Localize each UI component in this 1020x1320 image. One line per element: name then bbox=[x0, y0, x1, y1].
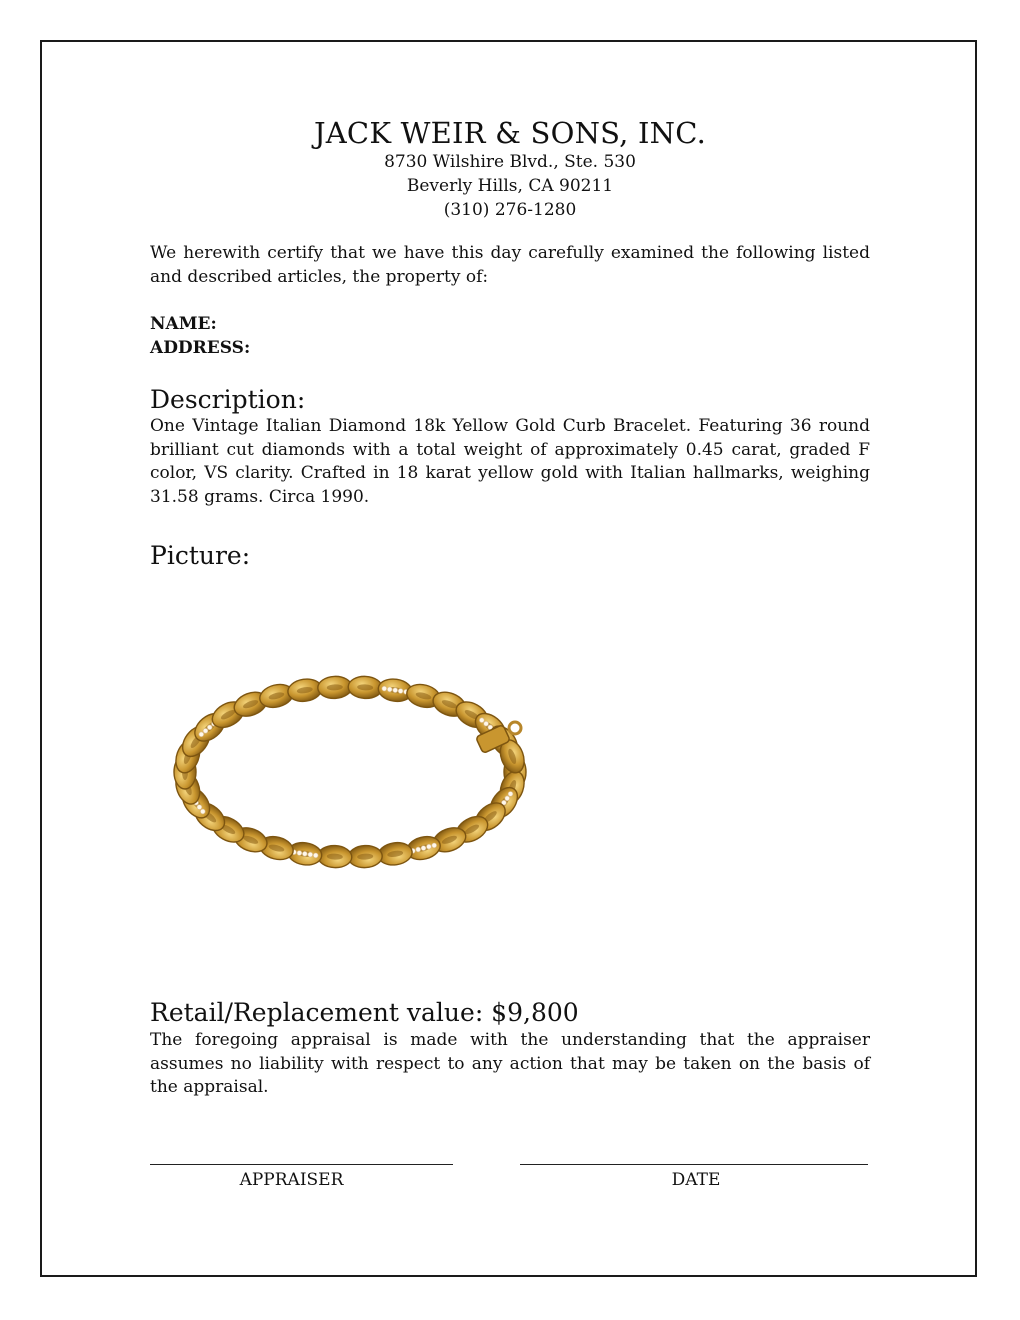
diamond-accent bbox=[200, 809, 205, 814]
diamond-accent bbox=[199, 732, 204, 737]
diamond-accent bbox=[427, 844, 432, 849]
description-heading: Description: bbox=[150, 385, 306, 414]
disclaimer-text: The foregoing appraisal is made with the understanding that the appraiser assumes no liability with respect to any action that may be taken on the basis of the appraisal. bbox=[150, 1030, 870, 1097]
appraiser-signature-line bbox=[150, 1164, 453, 1165]
picture-heading: Picture: bbox=[150, 541, 251, 570]
diamond-accent bbox=[479, 718, 484, 723]
diamond-accent bbox=[416, 847, 421, 852]
diamond-accent bbox=[484, 721, 489, 726]
date-label: DATE bbox=[671, 1170, 721, 1190]
diamond-accent bbox=[398, 689, 403, 694]
diamond-accent bbox=[508, 792, 513, 797]
date-signature-line bbox=[520, 1164, 868, 1165]
diamond-accent bbox=[421, 846, 426, 851]
diamond-accent bbox=[505, 796, 510, 801]
diamond-accent bbox=[297, 851, 302, 856]
diamond-accent bbox=[308, 852, 313, 857]
description-text: One Vintage Italian Diamond 18k Yellow Gold Curb Bracelet. Featuring 36 round brilliant cut diamonds with a total weight of approximately 0.45 carat, graded F color, VS clarity. Crafted in 18 karat yellow gold with Italian hallmarks, weighing 31.58 grams. Circa 1990. bbox=[150, 416, 870, 507]
company-name: JACK WEIR & SONS, INC. bbox=[313, 116, 707, 150]
company-address-line2: Beverly Hills, CA 90211 bbox=[406, 176, 614, 196]
diamond-accent bbox=[197, 805, 202, 810]
diamond-accent bbox=[387, 687, 392, 692]
diamond-accent bbox=[313, 853, 318, 858]
diamond-accent bbox=[382, 686, 387, 691]
letterhead bbox=[0, 116, 1020, 222]
diamond-accent bbox=[302, 851, 307, 856]
address-field-label: ADDRESS: bbox=[150, 338, 251, 358]
value-heading: Retail/Replacement value: $9,800 bbox=[150, 998, 579, 1027]
company-address-line1: 8730 Wilshire Blvd., Ste. 530 bbox=[384, 152, 636, 172]
bracelet-image bbox=[160, 660, 540, 890]
name-field-label: NAME: bbox=[150, 314, 217, 334]
certification-text: We herewith certify that we have this day carefully examined the following listed and described articles, the property of: bbox=[150, 243, 870, 287]
appraiser-label: APPRAISER bbox=[239, 1170, 344, 1190]
diamond-accent bbox=[393, 688, 398, 693]
diamond-accent bbox=[207, 725, 212, 730]
company-phone: (310) 276-1280 bbox=[443, 200, 577, 220]
diamond-accent bbox=[432, 843, 437, 848]
diamond-accent bbox=[203, 728, 208, 733]
